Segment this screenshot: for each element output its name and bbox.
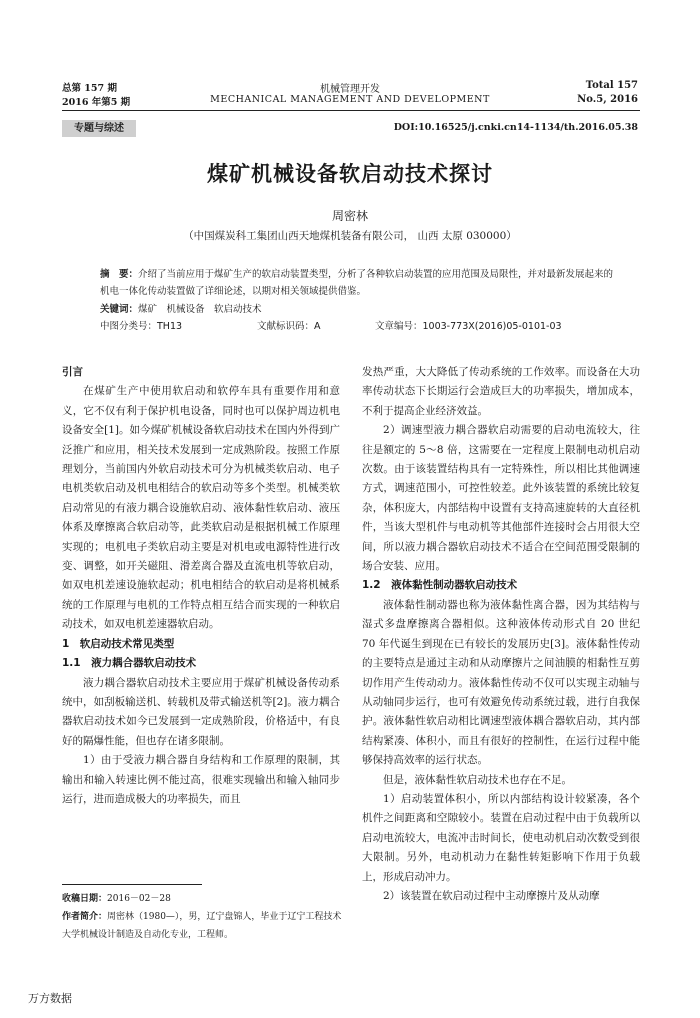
section-1-2-heading: 1.2 液体黏性制动器软启动技术 (362, 579, 518, 592)
watermark: 万方数据 (28, 992, 72, 1005)
document-code: 文献标识码：A (257, 321, 321, 332)
left-column (62, 363, 340, 809)
paper-title: 煤矿机械设备软启动技术探讨 (207, 162, 493, 186)
journal-title-en: MECHANICAL MANAGEMENT AND DEVELOPMENT (210, 94, 490, 105)
issue-total: 总第 157 期 (62, 83, 117, 94)
section-1-1-item-1: 1）由于受液力耦合器自身结构和工作原理的限制，其输出和输入转速比例不能过高，很难实现输出和输入轴同步运行，进而造成极大的功率损失，而且 (62, 754, 340, 805)
journal-title-cn: 机械管理开发 (320, 84, 380, 95)
limitation-intro: 但是，液体黏性软启动技术也存在不足。 (383, 773, 572, 786)
section-1-2-paragraph: 液体黏性制动器也称为液体黏性离合器，因为其结构与湿式多盘摩擦离合器相似。这种液体传动形式自 20 世纪 70 年代诞生到现在已有较长的发展历史[3]。液体黏性传动的主要特点是通过主动和从动摩擦片之间油膜的相黏性互剪切作用产生传动动力。液体黏性传动不仅可以实现主动轴与从动轴同步运行，也可有效避免传动系统过载，进行自我保护。液体黏性软启动相比调速型液体耦合器软启动，其内部结构紧凑、体积小，而且有很好的控制性，在运行过程中能够保持高效率的运行状态。 (362, 598, 640, 767)
keywords-text: 煤矿 机械设备 软启动技术 (138, 304, 262, 315)
abstract (100, 266, 620, 300)
issue-number-en: No.5, 2016 (577, 94, 638, 105)
keywords-label: 关键词： (100, 304, 139, 315)
issue-number: 2016 年第5 期 (62, 97, 131, 108)
author-name: 周密林 (331, 209, 368, 223)
intro-heading: 引言 (62, 366, 83, 378)
abstract-text: 介绍了当前应用于煤矿生产的软启动装置类型，分析了各种软启动装置的应用范围及局限性，并对最新发展起来的机电一体化传动装置做了详细论述，以期对相关领域提供借鉴。 (100, 269, 614, 297)
footnote-rule (62, 884, 202, 885)
section-1-1-item-2: 2）调速型液力耦合器软启动需要的启动电流较大，往往是额定的 5～8 倍，这需要在一定程度上限制电动机启动次数。由于该装置结构具有一定特殊性，所以相比其他调速方式，调速范围小，可控性较差。此外该装置的系统比较复杂，体积庞大，内部结构中设置有支持高速旋转的大直径机件，当该大型机件与电动机等其他部件连接时会占用很大空间，所以液力耦合器软启动技术不适合在空间范围受限制的场合安装、应用。 (362, 424, 640, 573)
author-bio: 作者简介：周密林（1980—），男，辽宁盘锦人，毕业于辽宁工程技术大学机械设计制造及自动化专业，工程师。 (62, 912, 342, 940)
clc-number: 中图分类号：TH13 (100, 321, 183, 332)
footnotes (62, 890, 342, 944)
continued-paragraph: 发热严重，大大降低了传动系统的工作效率。而设备在大功率传动状态下长期运行会造成巨大的功率损失，增加成本，不利于提高企业经济效益。 (362, 366, 640, 417)
author-affiliation: （中国煤炭科工集团山西天地煤机装备有限公司， 山西 太原 030000） (183, 230, 517, 242)
column-tag: 专题与综述 (62, 120, 136, 137)
doi[interactable]: DOI:10.16525/j.cnki.cn14-1134/th.2016.05.38 (393, 122, 638, 133)
section-1-1-heading: 1.1 液力耦合器软启动技术 (62, 657, 197, 670)
keywords (100, 301, 620, 315)
article-number: 文章编号：1003-773X(2016)05-0101-03 (375, 321, 562, 332)
section-1-heading: 1 软启动技术常见类型 (62, 637, 175, 650)
section-1-2-item-2: 2）该装置在软启动过程中主动摩擦片及从动摩 (383, 889, 600, 902)
section-1-2-item-1: 1）启动装置体积小，所以内部结构设计较紧凑，各个机件之间距离和空隙较小。装置在启动过程中由于负载所以启动电流较大，电流冲击时间长，使电动机启动次数受到很大限制。另外，电动机动力在黏性转矩影响下作用于负载上，形成启动冲力。 (362, 792, 640, 883)
header-rule (62, 110, 640, 111)
issue-total-en: Total 157 (585, 80, 638, 91)
abstract-label: 摘 要： (100, 269, 139, 280)
section-1-1-paragraph: 液力耦合器软启动技术主要应用于煤矿机械设备传动系统中，如刮板输送机、转载机及带式输送机等[2]。液力耦合器软启动技术如今已发展到一定成熟阶段，价格适中，有良好的隔爆性能，但也存在诸多限制。 (62, 676, 340, 747)
right-column (362, 363, 640, 906)
received-date: 收稿日期：2016－02－28 (62, 894, 171, 904)
intro-paragraph: 在煤矿生产中使用软启动和软停车具有重要作用和意义，它不仅有利于保护机电设备，同时也可以保护周边机电设备安全[1]。如今煤矿机械设备软启动技术在国内外得到广泛推广和应用，相关技术发展到一定成熟阶段。按照工作原理划分，当前国内外软启动技术可分为机械类软启动、电子电机类软启动及机电相结合的软启动等多个类型。机械类软启动常见的有液力耦合设施软启动、液体黏性软启动、液压体系及摩擦离合软启动等，此类软启动是根据机械工作原理实现的；电机电子类软启动主要是对机电或电源特性进行改变、调整，如开关磁阻、滑差离合器及直流电机等软启动，如双电机差速设施软起动；机电相结合的软启动是将机械系统的工作原理与电机的工作特点相互结合而实现的一种软启动技术，如双电机差速器软启动。 (62, 385, 340, 631)
